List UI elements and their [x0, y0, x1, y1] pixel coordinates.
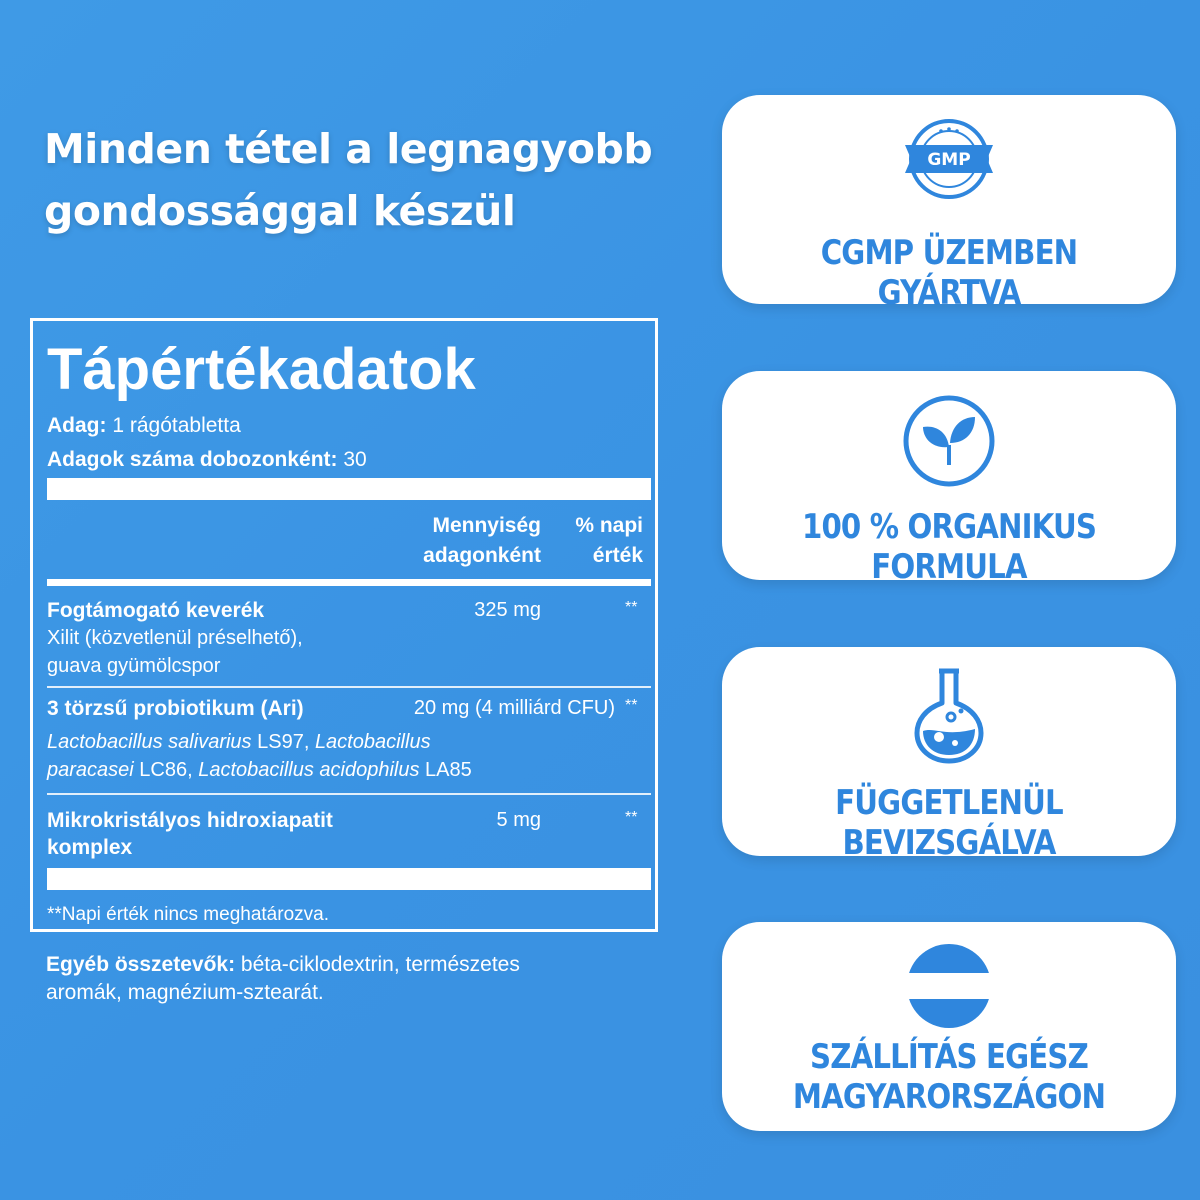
gmp-seal-icon: [897, 113, 1001, 203]
row-dv-probiotic: **: [625, 697, 638, 714]
row-sub-tooth-blend-2: guava gyümölcspor: [47, 655, 221, 677]
headline: [44, 118, 704, 242]
row-name-hydroxyapatite-line-2: komplex: [47, 836, 133, 859]
footnote: **Napi érték nincs meghatározva.: [47, 904, 329, 925]
strain-code-lc86: LC86,: [133, 759, 199, 781]
headline-line-2: gondossággal készül: [44, 187, 516, 235]
strain-acidophilus: Lactobacillus acidophilus: [198, 759, 420, 781]
column-header-dv-line-2: érték: [592, 544, 643, 567]
nutrition-facts-panel: [30, 318, 658, 932]
shipping-icon: [903, 940, 995, 1032]
other-ingredients-text-2: aromák, magnézium-sztearát.: [46, 981, 324, 1004]
other-ingredients-line-1: [46, 951, 646, 979]
servings-per-box-label: Adagok száma dobozonként:: [47, 448, 338, 471]
row-sub-probiotic-1: [47, 728, 431, 756]
row-divider-1: [47, 686, 651, 688]
strain-paracasei: paracasei: [47, 759, 134, 781]
column-header-amount-line-1: Mennyiség: [432, 514, 541, 537]
row-amount-probiotic: 20 mg (4 milliárd CFU): [413, 697, 615, 719]
card-tested-label: FÜGGETLENÜL BEVIZSGÁLVA: [835, 783, 1063, 863]
medium-divider: [47, 579, 651, 586]
servings-per-box: [47, 447, 367, 473]
headline-line-1: Minden tétel a legnagyobb: [44, 125, 653, 173]
row-amount-hydroxyapatite: 5 mg: [496, 809, 541, 831]
card-shipping-label-line-2: MAGYARORSZÁGON: [792, 1077, 1106, 1117]
row-dv-hydroxyapatite: **: [625, 809, 638, 826]
other-ingredients-label: Egyéb összetevők:: [46, 953, 236, 976]
card-shipping: [722, 922, 1176, 1131]
strain-code-ls97: LS97,: [251, 731, 315, 753]
row-name-probiotic: 3 törzsű probiotikum (Ari): [47, 697, 304, 720]
card-organic-label: 100 % ORGANIKUS FORMULA: [801, 507, 1097, 587]
strain-code-la85: LA85: [419, 759, 472, 781]
serving-size-value: 1 rágótabletta: [106, 414, 241, 437]
nutrition-facts-title: Tápértékadatok: [47, 337, 476, 402]
row-name-tooth-blend: Fogtámogató keverék: [47, 599, 265, 622]
servings-per-box-value: 30: [337, 448, 367, 471]
gmp-badge-text: GMP: [927, 150, 971, 170]
row-name-hydroxyapatite: [47, 807, 333, 861]
other-ingredients-text-1: béta-ciklodextrin, természetes: [235, 953, 520, 976]
card-shipping-label-line-1: SZÁLLÍTÁS EGÉSZ: [810, 1037, 1088, 1077]
row-name-hydroxyapatite-line-1: Mikrokristályos hidroxiapatit: [47, 809, 333, 832]
row-amount-tooth-blend: 325 mg: [474, 599, 541, 621]
thick-divider-bottom: [47, 868, 651, 890]
column-header-daily-value: [575, 511, 643, 571]
serving-size-label: Adag:: [47, 414, 107, 437]
row-divider-2: [47, 793, 651, 795]
flask-icon: [909, 665, 989, 765]
thick-divider-top: [47, 478, 651, 500]
leaf-icon: [901, 393, 997, 489]
card-tested: [722, 647, 1176, 863]
column-header-amount-line-2: adagonként: [423, 544, 541, 567]
row-sub-probiotic-2: [47, 756, 472, 784]
row-sub-tooth-blend-1: Xilit (közvetlenül préselhető),: [47, 627, 303, 649]
strain-salivarius: Lactobacillus salivarius: [47, 731, 252, 753]
strain-lactobacillus: Lactobacillus: [314, 731, 431, 753]
serving-size: [47, 413, 241, 439]
other-ingredients: [46, 951, 646, 1007]
row-dv-tooth-blend: **: [625, 599, 638, 616]
card-gmp: [722, 95, 1176, 313]
card-shipping-label: [754, 1037, 1144, 1117]
column-header-dv-line-1: % napi: [575, 514, 643, 537]
card-gmp-label: CGMP ÜZEMBEN GYÁRTVA: [820, 233, 1078, 313]
card-organic: [722, 371, 1176, 587]
column-header-amount: [423, 511, 541, 571]
